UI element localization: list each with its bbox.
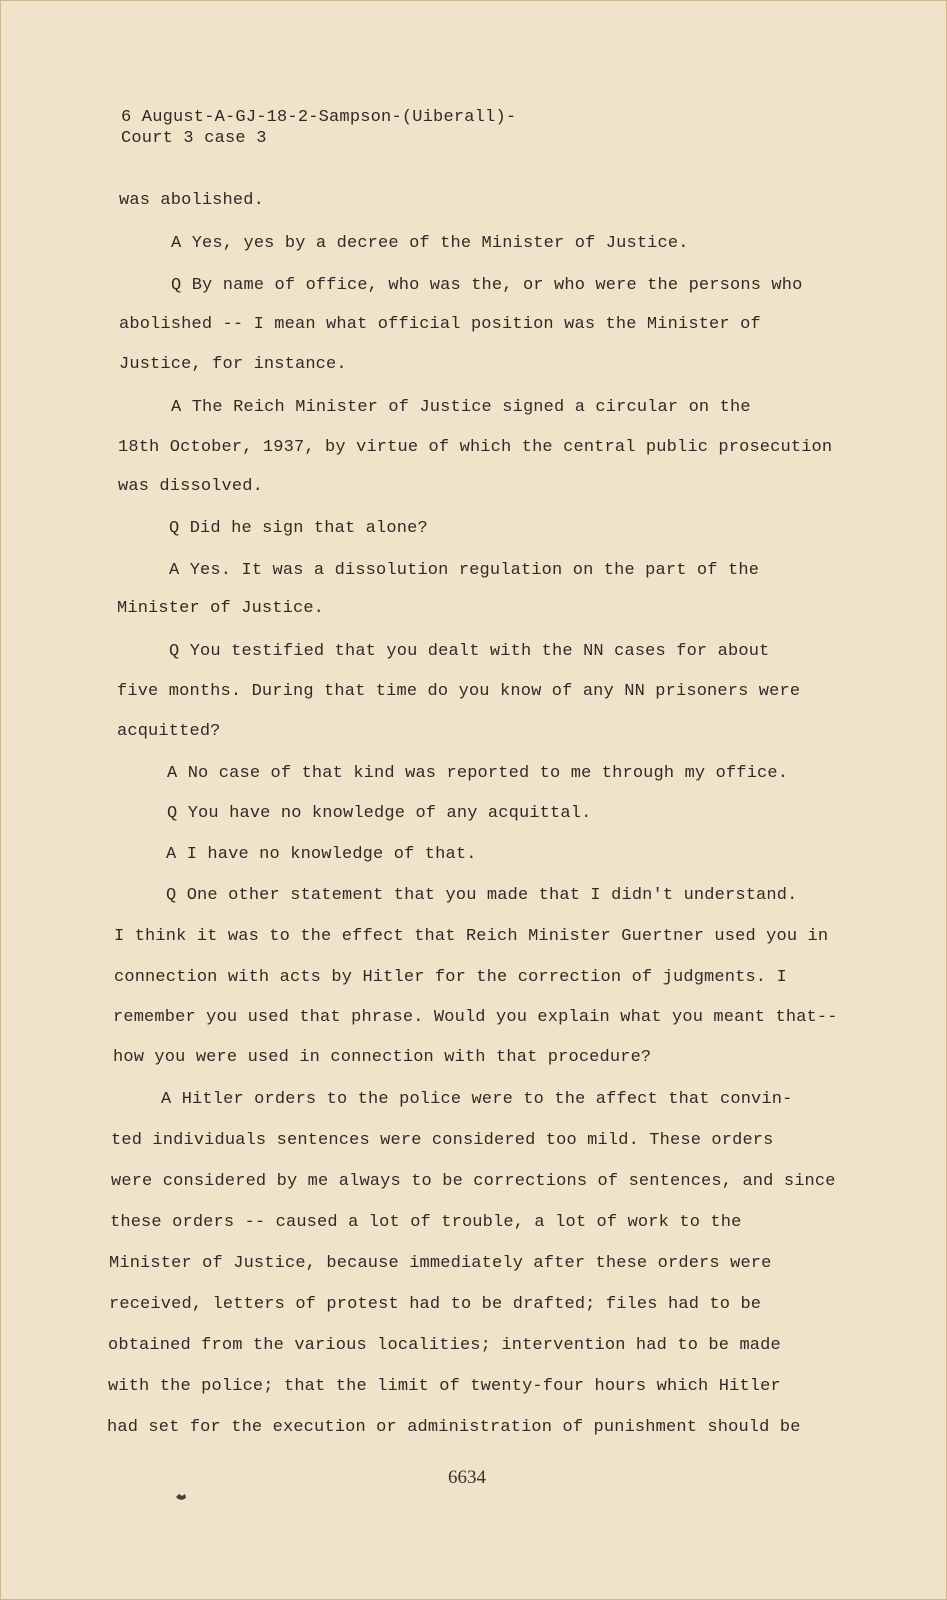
header-line-1: 6 August-A-GJ-18-2-Sampson-(Uiberall)-	[121, 108, 517, 127]
text-line: A I have no knowledge of that.	[166, 845, 477, 864]
ink-smudge-mark	[175, 1493, 187, 1501]
text-line: these orders -- caused a lot of trouble, a lot of work to the	[110, 1213, 742, 1232]
text-line: Q You have no knowledge of any acquittal.	[167, 804, 592, 823]
text-line: how you were used in connection with that procedure?	[113, 1048, 652, 1067]
document-header	[121, 107, 516, 149]
text-line: Minister of Justice.	[117, 599, 325, 618]
text-line: connection with acts by Hitler for the correction of judgments. I	[114, 968, 787, 987]
text-line: A No case of that kind was reported to me through my office.	[167, 764, 789, 783]
text-line: were considered by me always to be corrections of sentences, and since	[111, 1172, 836, 1191]
text-line: five months. During that time do you know of any NN prisoners were	[117, 682, 801, 701]
text-line: obtained from the various localities; intervention had to be made	[108, 1336, 781, 1355]
text-line: Justice, for instance.	[119, 355, 347, 374]
text-line: was abolished.	[119, 191, 264, 210]
text-line: A Yes. It was a dissolution regulation on the part of the	[169, 561, 760, 580]
text-line: abolished -- I mean what official position was the Minister of	[119, 315, 761, 334]
text-line: remember you used that phrase. Would you explain what you meant that--	[113, 1008, 838, 1027]
text-line: acquitted?	[117, 722, 221, 741]
text-line: Q Did he sign that alone?	[169, 519, 428, 538]
text-line: A Hitler orders to the police were to the affect that convin-	[161, 1090, 793, 1109]
text-line: I think it was to the effect that Reich Minister Guertner used you in	[114, 927, 829, 946]
text-line: A The Reich Minister of Justice signed a circular on the	[171, 398, 751, 417]
text-line: with the police; that the limit of twenty-four hours which Hitler	[108, 1377, 781, 1396]
text-line: Q By name of office, who was the, or who were the persons who	[171, 276, 803, 295]
text-line: ted individuals sentences were considered too mild. These orders	[111, 1131, 774, 1150]
header-line-2: Court 3 case 3	[121, 129, 267, 148]
text-line: Q You testified that you dealt with the NN cases for about	[169, 642, 770, 661]
text-line: received, letters of protest had to be drafted; files had to be	[109, 1295, 762, 1314]
text-line: Minister of Justice, because immediately after these orders were	[109, 1254, 772, 1273]
page-number: 6634	[448, 1467, 486, 1488]
text-line: had set for the execution or administration of punishment should be	[107, 1418, 801, 1437]
text-line: Q One other statement that you made that I didn't understand.	[166, 886, 798, 905]
text-line: 18th October, 1937, by virtue of which the central public prosecution	[118, 438, 833, 457]
text-line: A Yes, yes by a decree of the Minister of Justice.	[171, 234, 689, 253]
text-line: was dissolved.	[118, 477, 263, 496]
